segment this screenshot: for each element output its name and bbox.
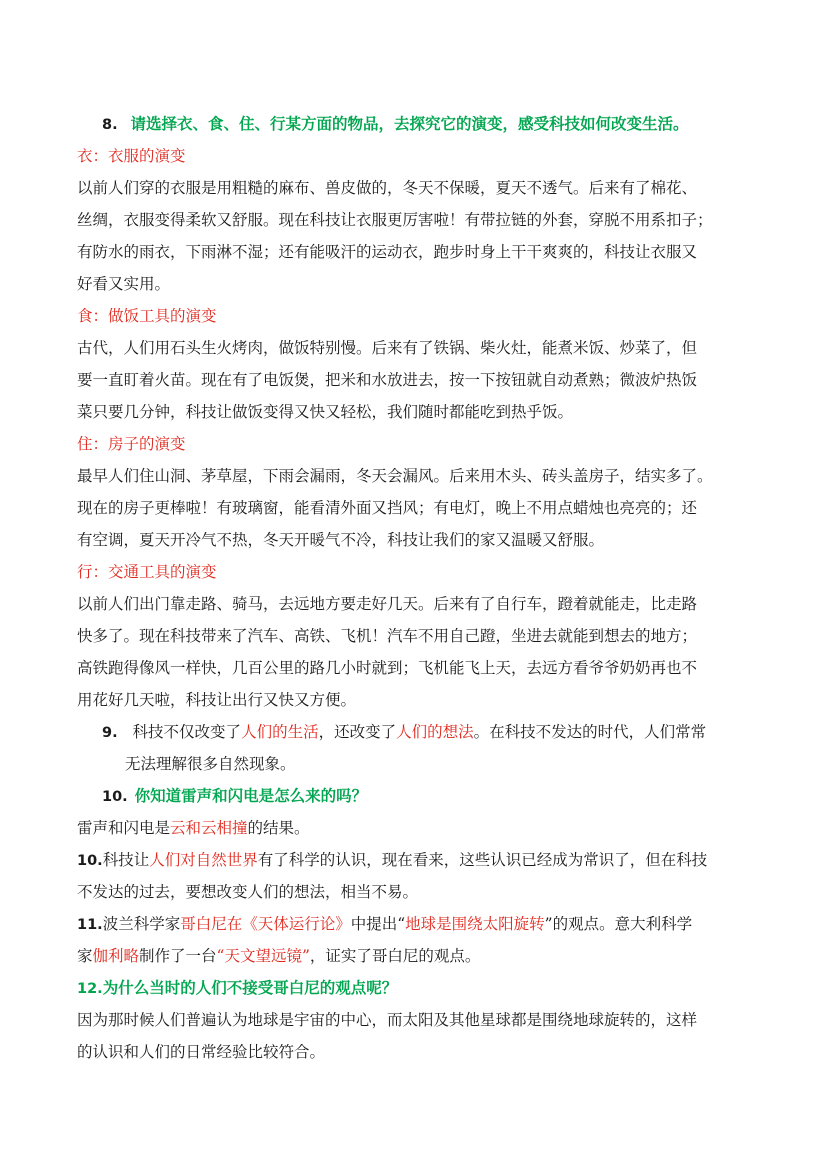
question-title: 为什么当时的人们不接受哥白尼的观点呢？ (102, 978, 398, 997)
text-run: 波兰科学家 (102, 915, 181, 933)
paragraph-line: 古代，人们用石头生火烤肉，做饭特别慢。后来有了铁锅、柴火灶，能煮米饭、炒菜了，但 (77, 339, 698, 357)
question-11-line2 (77, 946, 767, 966)
paragraph-line: 无法理解很多自然现象。 (125, 755, 296, 773)
question-9 (102, 722, 792, 743)
section-heading-food: 食：做饭工具的演变 (77, 307, 217, 325)
paragraph-line: 因为那时候人们普遍认为地球是宇宙的中心，而太阳及其他星球都是围绕地球旋转的，这样 (77, 1011, 698, 1029)
paragraph-line: 快多了。现在科技带来了汽车、高铁、飞机！汽车不用自己蹬，坐进去就能到想去的地方； (77, 627, 698, 645)
question-10-body (77, 850, 767, 871)
paragraph-line: 不发达的过去，要想改变人们的想法，相当不易。 (77, 883, 419, 901)
text-run: 中提出“ (350, 915, 406, 933)
paragraph-line: 以前人们穿的衣服是用粗糙的麻布、兽皮做的，冬天不保暖，夏天不透气。后来有了棉花、 (77, 179, 698, 197)
text-run: 科技让 (102, 851, 150, 869)
paragraph-line: 以前人们出门靠走路、骑马，去远地方要走好几天。后来有了自行车，蹬着就能走，比走路 (77, 595, 698, 613)
paragraph-line: 有防水的雨衣，下雨淋不湿；还有能吸汗的运动衣，跑步时身上干干爽爽的，科技让衣服又 (77, 243, 698, 261)
section-heading-housing: 住：房子的演变 (77, 435, 186, 453)
paragraph-line: 现在的房子更棒啦！有玻璃窗，能看清外面又挡风；有电灯，晚上不用点蜡烛也亮亮的；还 (77, 499, 698, 517)
paragraph-line: 高铁跑得像风一样快，几百公里的路几小时就到；飞机能飞上天，去远方看爷爷奶奶再也不 (77, 659, 698, 677)
question-title: 你知道雷声和闪电是怎么来的吗？ (134, 786, 368, 805)
text-run: ，证实了哥白尼的观点。 (309, 947, 481, 965)
paragraph-line: 有空调，夏天开冷气不热，冬天开暖气不冷，科技让我们的家又温暖又舒服。 (77, 531, 605, 549)
answer-highlight: 云和云相撞 (170, 819, 248, 837)
answer-highlight: 人们对自然世界 (149, 851, 258, 869)
question-10-title (102, 786, 792, 807)
text-run: 科技不仅改变了 (132, 723, 242, 741)
paragraph-line: 丝绸，衣服变得柔软又舒服。现在科技让衣服更厉害啦！有带拉链的外套，穿脱不用系扣子； (77, 211, 713, 229)
question-title: 请选择衣、食、住、行某方面的物品，去探究它的演变，感受科技如何改变生活。 (130, 114, 689, 133)
answer-highlight: 人们的生活 (241, 723, 319, 741)
answer-highlight: “天文望远镜” (216, 947, 310, 965)
text-run: 家 (77, 947, 93, 965)
text-run: ”的观点。意大利科学 (544, 915, 693, 933)
question-number: 11. (77, 917, 103, 933)
text-run: 制作了一台 (139, 947, 217, 965)
paragraph-line: 用花好几天啦，科技让出行又快又方便。 (77, 691, 357, 709)
question-8 (102, 114, 792, 135)
answer-highlight: 地球是围绕太阳旋转 (405, 915, 545, 933)
question-number: 10. (77, 853, 103, 869)
paragraph-line: 菜只要几分钟，科技让做饭变得又快又轻松，我们随时都能吃到热乎饭。 (77, 403, 574, 421)
answer-highlight: 哥白尼在《天体运行论》 (180, 915, 351, 933)
section-heading-transport: 行：交通工具的演变 (77, 563, 217, 581)
answer-highlight: 伽利略 (92, 947, 140, 965)
paragraph-line: 最早人们住山洞、茅草屋，下雨会漏雨，冬天会漏风。后来用木头、砖头盖房子，结实多了。 (77, 467, 713, 485)
text-run: 雷声和闪电是 (77, 819, 171, 837)
section-heading-clothing: 衣：衣服的演变 (77, 147, 186, 165)
text-run: 的结果。 (247, 819, 310, 837)
question-number: 9. (102, 725, 118, 741)
question-number: 12. (77, 981, 103, 997)
text-run: ，还改变了 (318, 723, 397, 741)
text-run: 有了科学的认识，现在看来，这些认识已经成为常识了，但在科技 (257, 851, 708, 869)
question-12 (77, 978, 767, 999)
text-run: 。在科技不发达的时代，人们常常 (473, 723, 707, 741)
answer-line (77, 818, 767, 838)
answer-highlight: 人们的想法 (396, 723, 474, 741)
question-number: 8. (102, 117, 118, 133)
paragraph-line: 要一直盯着火苗。现在有了电饭煲，把米和水放进去，按一下按钮就自动煮熟；微波炉热饭 (77, 371, 698, 389)
paragraph-line: 的认识和人们的日常经验比较符合。 (77, 1043, 326, 1061)
question-number: 10. (102, 789, 128, 805)
question-11 (77, 914, 767, 935)
paragraph-line: 好看又实用。 (77, 275, 171, 293)
